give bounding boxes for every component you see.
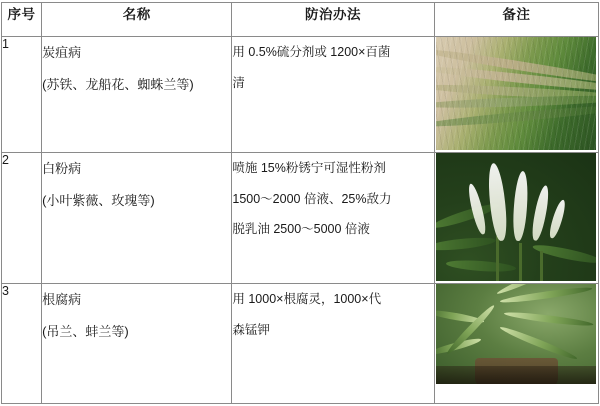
column-header-method: 防治办法 [232, 3, 434, 37]
cell-name [42, 37, 232, 153]
table-header-row [2, 3, 599, 37]
table-body [2, 37, 599, 404]
cell-no: 2 [2, 153, 42, 284]
leaf-texture-overlay [436, 37, 596, 150]
leaf-blade-icon [445, 303, 497, 356]
document-page [0, 2, 600, 406]
method-line: 用 0.5%硫分剂或 1200×百菌 [232, 45, 391, 59]
method-line: 森锰钾 [232, 322, 270, 337]
method-line: 清 [232, 75, 245, 90]
cell-note [434, 153, 598, 284]
fern-leaf-icon [446, 259, 517, 274]
soil-shadow [436, 366, 596, 384]
flower-spike-icon [530, 184, 551, 241]
flower-spike-icon [548, 199, 568, 240]
column-header-name: 名称 [42, 3, 232, 37]
flower-spike-icon [486, 162, 509, 241]
disease-name: 白粉病 [42, 161, 82, 176]
palm-leaf-anthracnose-photo [436, 37, 596, 150]
potted-foliage-root-rot-photo [436, 284, 596, 384]
flower-stem-icon [540, 251, 543, 281]
cell-method [232, 153, 434, 284]
method-line: 喷施 15%粉锈宁可湿性粉剂 [232, 161, 386, 175]
cell-note [434, 284, 598, 404]
note-image-wrap [435, 284, 598, 384]
note-image-wrap [435, 37, 598, 150]
table-row [2, 284, 599, 404]
host-plants: (吊兰、蚌兰等) [42, 323, 129, 339]
table-header [2, 3, 599, 37]
flower-spike-icon [512, 171, 530, 242]
cell-name [42, 153, 232, 284]
note-image-wrap [435, 153, 598, 281]
table-row [2, 37, 599, 153]
disease-name: 炭疽病 [42, 45, 82, 60]
method-line: 用 1000×根腐灵，1000×代 [232, 292, 382, 306]
cell-method [232, 284, 434, 404]
flower-stem-icon [519, 243, 522, 281]
cell-no: 3 [2, 284, 42, 404]
leaf-blade-icon [503, 310, 593, 328]
method-line: 1500～2000 倍液、25%敌力 [232, 191, 392, 206]
cell-note [434, 37, 598, 153]
method-line: 脱乳油 2500～5000 倍液 [232, 222, 370, 237]
column-header-note: 备注 [434, 3, 598, 37]
cell-no: 1 [2, 37, 42, 153]
cell-name [42, 284, 232, 404]
disease-name: 根腐病 [42, 292, 82, 307]
fern-leaf-icon [436, 235, 496, 252]
leaf-blade-icon [499, 324, 579, 362]
white-flower-powdery-mildew-photo [436, 153, 596, 281]
table-row [2, 153, 599, 284]
cell-method [232, 37, 434, 153]
host-plants: (小叶紫薇、玫瑰等) [42, 192, 155, 208]
flower-stem-icon [496, 236, 499, 281]
plant-disease-table [1, 2, 599, 404]
host-plants: (苏铁、龙船花、蜘蛛兰等) [42, 76, 194, 92]
column-header-no: 序号 [2, 3, 42, 37]
